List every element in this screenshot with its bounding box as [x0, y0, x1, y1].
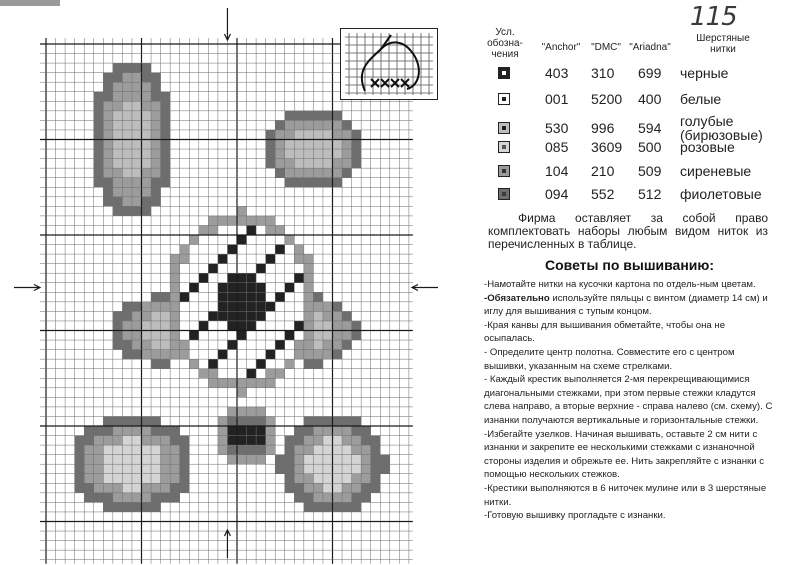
- color-swatch: [498, 67, 510, 79]
- tip-bold: -Обязательно: [484, 292, 550, 304]
- ariadna-code: 512: [638, 186, 662, 202]
- tip-text: -Крестики выполняются в 6 ниточек мулине или в 3 шерстяные нитки.: [484, 482, 767, 508]
- legend-row: [478, 65, 778, 87]
- tip-item: [484, 428, 774, 482]
- tip-text: -Готовую вышивку прогладьте с изнанки.: [484, 510, 666, 522]
- swatch-mark: [502, 145, 506, 149]
- anchor-code: 104: [545, 163, 569, 179]
- legend-row: [478, 163, 778, 185]
- anchor-code: 403: [545, 65, 569, 81]
- tip-item: [484, 482, 774, 509]
- color-name: розовые: [680, 139, 735, 155]
- ariadna-code: 509: [638, 163, 662, 179]
- dmc-code: 552: [591, 186, 615, 202]
- tip-text: используйте пяльцы с винтом (диаметр 14 см) и иглу для вышивания с тупым концом.: [484, 292, 768, 318]
- tips-title: Советы по вышиванию:: [545, 257, 715, 273]
- tip-item: [484, 319, 774, 346]
- firm-note: Фирма оставляет за собой право комплектовать наборы любым видом ниток из перечисленных в таблице.: [488, 211, 768, 251]
- tip-item: [484, 292, 774, 319]
- legend-header-dmc: "DMC": [591, 42, 621, 53]
- dmc-code: 310: [591, 65, 615, 81]
- color-name: черные: [680, 65, 729, 81]
- legend-header-wool: Шерстяные нитки: [696, 33, 750, 55]
- tip-text: -Избегайте узелков. Начиная вышивать, оставьте 2 см нити с изнанки и закрепите ее несколькими стежками с изнаночной стороны изделия и обрежьте ее. Нить закрепляйте с изнанки с помощью нескольких стежков.: [484, 428, 765, 481]
- stitch-technique-icon: [341, 29, 437, 99]
- dmc-code: 996: [591, 120, 615, 136]
- tip-text: - Определите центр полотна. Совместите его с центром вышивки, указанным на схеме стрелками.: [484, 346, 735, 372]
- tip-text: -Намотайте нитки на кусочки картона по отдель-ным цветам.: [484, 279, 756, 290]
- swatch-mark: [502, 97, 506, 101]
- swatch-mark: [502, 192, 506, 196]
- tips-list: [484, 278, 774, 523]
- color-name: голубые (бирюзовые): [680, 113, 763, 143]
- dmc-code: 3609: [591, 139, 623, 155]
- color-swatch: [498, 188, 510, 200]
- tip-text: - Каждый крестик выполняется 2-мя перекрещивающимися диагональными стежками, при этом первые стежки кладутся слева направо, а вторые верхние - справа налево (см. схему). С изнанки получаются вертикальные и горизонтальные стежки.: [484, 374, 773, 426]
- tip-item: [484, 509, 774, 523]
- dmc-code: 210: [591, 163, 615, 179]
- swatch-mark: [502, 126, 506, 130]
- color-swatch: [498, 141, 510, 153]
- color-name: сиреневые: [680, 163, 752, 179]
- anchor-code: 001: [545, 91, 569, 107]
- dmc-code: 5200: [591, 91, 623, 107]
- tip-item: [484, 346, 774, 373]
- page-number: 115: [690, 2, 737, 32]
- legend-header-ariadna: "Ariadna": [629, 42, 671, 53]
- swatch-mark: [502, 169, 506, 173]
- legend-row: [478, 91, 778, 113]
- color-name: фиолетовые: [680, 186, 762, 202]
- anchor-code: 530: [545, 120, 569, 136]
- ariadna-code: 699: [638, 65, 662, 81]
- color-swatch: [498, 93, 510, 105]
- ariadna-code: 400: [638, 91, 662, 107]
- ariadna-code: 500: [638, 139, 662, 155]
- color-swatch: [498, 165, 510, 177]
- tip-text: -Края канвы для вышивания обметайте, чтобы она не осыпалась.: [484, 319, 726, 345]
- legend-row: [478, 186, 778, 208]
- color-swatch: [498, 122, 510, 134]
- tip-item: [484, 373, 774, 427]
- tip-item: [484, 278, 774, 292]
- swatch-mark: [502, 71, 506, 75]
- ariadna-code: 594: [638, 120, 662, 136]
- anchor-code: 094: [545, 186, 569, 202]
- color-name: белые: [680, 91, 722, 107]
- legend-header-symbol: Усл. обозна-чения: [487, 27, 523, 60]
- legend-header-anchor: "Anchor": [541, 42, 581, 53]
- legend-row: [478, 139, 778, 161]
- anchor-code: 085: [545, 139, 569, 155]
- stitch-sample-diagram: [340, 28, 438, 100]
